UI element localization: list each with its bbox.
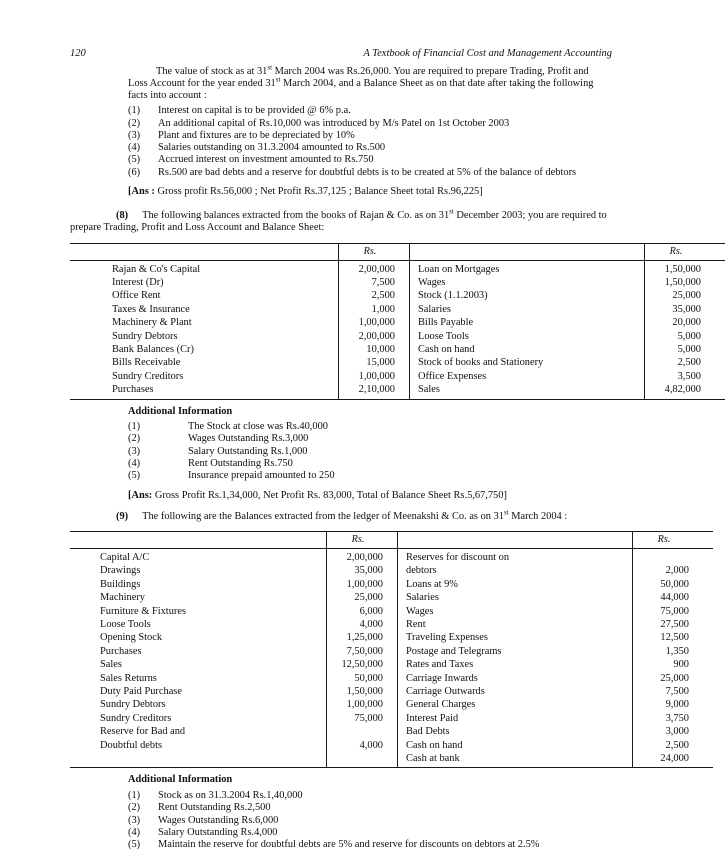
q9-additional-info (128, 774, 610, 851)
q8-table-body (70, 260, 725, 399)
q8-table-foot (70, 399, 725, 400)
rule-cell (327, 768, 398, 769)
cell-right-amount: 5,000 (645, 330, 725, 343)
list-item-text: Wages Outstanding Rs.3,000 (188, 433, 308, 444)
cell-right-amount: 1,50,000 (645, 260, 725, 276)
cell-right-name: Cash on hand (410, 343, 645, 356)
cell-left-name (70, 752, 327, 768)
ordinal-suffix-icon: st (504, 508, 509, 516)
list-item-text: Insurance prepaid amounted to 250 (188, 470, 335, 481)
list-item-text: Salary Outstanding Rs.4,000 (158, 827, 278, 838)
cell-right-name: Stock (1.1.2003) (410, 289, 645, 302)
table-row (70, 739, 713, 752)
cell-left-name: Sundry Creditors (70, 712, 327, 725)
cell-left-amount: 1,50,000 (327, 685, 398, 698)
book-title: A Textbook of Financial Cost and Management Accounting (363, 48, 612, 59)
cell-right-name: Office Expenses (410, 370, 645, 383)
table-row (70, 658, 713, 671)
cell-left-amount: 35,000 (327, 564, 398, 577)
cell-right-name: Postage and Telegrams (398, 645, 633, 658)
cell-left-amount: 12,50,000 (327, 658, 398, 671)
list-item-number: (1) (128, 105, 152, 117)
cell-left-amount: 75,000 (327, 712, 398, 725)
table-row (70, 276, 725, 289)
cell-right-name: Wages (398, 605, 633, 618)
list-item-number: (3) (128, 446, 178, 458)
cell-right-amount: 35,000 (645, 303, 725, 316)
q9-header-row (70, 531, 713, 548)
intro-paragraph (128, 66, 610, 102)
intro-item-list (128, 105, 610, 179)
answer-text: Gross Profit Rs.1,34,000, Net Profit Rs. 83,000, Total of Balance Sheet Rs.5,67,750] (152, 490, 507, 501)
rule-cell (70, 768, 327, 769)
list-item-text: Salary Outstanding Rs.1,000 (188, 446, 308, 457)
cell-right-amount: 2,500 (633, 739, 714, 752)
cell-left-name: Machinery (70, 591, 327, 604)
list-item-number: (3) (128, 815, 152, 827)
list-item (128, 130, 610, 142)
list-item-text: Rs.500 are bad debts and a reserve for doubtful debts is to be created at 5% of the balance of debtors (158, 167, 576, 178)
list-item-number: (5) (128, 470, 178, 482)
table-row (70, 605, 713, 618)
list-item (128, 458, 610, 470)
cell-left-amount: 4,000 (327, 739, 398, 752)
cell-right-amount: 50,000 (633, 578, 714, 591)
list-item (128, 470, 610, 482)
cell-right-amount: 9,000 (633, 698, 714, 711)
cell-right-amount: 12,500 (633, 631, 714, 644)
q8-number: (8) (116, 210, 128, 221)
cell-right-name: Traveling Expenses (398, 631, 633, 644)
cell-left-amount: 7,50,000 (327, 645, 398, 658)
cell-left-amount: 10,000 (339, 343, 410, 356)
q9-table-head (70, 531, 713, 548)
cell-left-amount: 1,00,000 (327, 698, 398, 711)
cell-right-name: Salaries (398, 591, 633, 604)
table-row (70, 564, 713, 577)
cell-left-amount: 2,00,000 (339, 260, 410, 276)
list-item-text: Accrued interest on investment amounted to Rs.750 (158, 154, 374, 165)
cell-right-name: Stock of books and Stationery (410, 356, 645, 369)
intro-part2: March 2004 was Rs.26,000. You are required to prepare Trading, Profit and Loss Account for the year ended 31 (128, 66, 589, 89)
page-content (70, 66, 610, 851)
cell-left-name: Taxes & Insurance (70, 303, 339, 316)
cell-left-amount: 25,000 (327, 591, 398, 604)
cell-right-amount: 1,50,000 (645, 276, 725, 289)
q8-table-bottom-rule (70, 399, 725, 400)
table-row (70, 752, 713, 768)
cell-left-amount: 4,000 (327, 618, 398, 631)
cell-right-name: Sales (410, 383, 645, 399)
cell-left-amount: 2,10,000 (339, 383, 410, 399)
q8-part1: The following balances extracted from the books of Rajan & Co. as on 31 (142, 210, 449, 221)
rule-cell (410, 399, 645, 400)
list-item (128, 142, 610, 154)
cell-left-name: Opening Stock (70, 631, 327, 644)
q9-part2: March 2004 : (509, 511, 568, 522)
q9-table-bottom-rule (70, 768, 713, 769)
table-row (70, 698, 713, 711)
cell-right-amount: 25,000 (645, 289, 725, 302)
q8-header-right-amount: Rs. (645, 243, 725, 260)
cell-right-amount: 75,000 (633, 605, 714, 618)
intro-section (128, 66, 610, 198)
cell-left-amount: 1,00,000 (339, 316, 410, 329)
list-item-number: (5) (128, 154, 152, 166)
cell-left-amount: 2,500 (339, 289, 410, 302)
list-item-text: An additional capital of Rs.10,000 was introduced by M/s Patel on 1st October 2003 (158, 118, 509, 129)
list-item-number: (2) (128, 433, 178, 445)
answer-label: [Ans: (128, 490, 152, 501)
cell-left-amount (327, 752, 398, 768)
cell-right-name: Bad Debts (398, 725, 633, 738)
cell-right-name: Salaries (410, 303, 645, 316)
cell-right-name: Loose Tools (410, 330, 645, 343)
table-row (70, 260, 725, 276)
cell-left-name: Bills Receivable (70, 356, 339, 369)
q9-header-right-amount: Rs. (633, 531, 714, 548)
list-item-text: Rent Outstanding Rs.750 (188, 458, 293, 469)
cell-left-amount: 2,00,000 (339, 330, 410, 343)
cell-left-name: Purchases (70, 645, 327, 658)
list-item-text: Stock as on 31.3.2004 Rs.1,40,000 (158, 790, 303, 801)
cell-left-name: Sales (70, 658, 327, 671)
q8-part2: December 2003; you are required to prepare Trading, Profit and Loss Account and Balance Sheet: (70, 210, 607, 233)
cell-right-amount: 27,500 (633, 618, 714, 631)
cell-right-amount: 3,750 (633, 712, 714, 725)
table-row (70, 343, 725, 356)
cell-left-name: Rajan & Co's Capital (70, 260, 339, 276)
table-row (70, 303, 725, 316)
cell-right-amount: 25,000 (633, 672, 714, 685)
cell-right-name: Cash on hand (398, 739, 633, 752)
table-row (70, 330, 725, 343)
cell-right-amount: 1,350 (633, 645, 714, 658)
cell-left-name: Bank Balances (Cr) (70, 343, 339, 356)
cell-left-name: Doubtful debts (70, 739, 327, 752)
q8-header-right-name (410, 243, 645, 260)
list-item-text: Plant and fixtures are to be depreciated by 10% (158, 130, 355, 141)
cell-left-amount: 7,500 (339, 276, 410, 289)
q8-additional-info (128, 406, 610, 502)
table-row (70, 383, 725, 399)
list-item (128, 815, 610, 827)
cell-left-amount: 1,00,000 (339, 370, 410, 383)
q9-paragraph (70, 511, 610, 523)
list-item-number: (1) (128, 790, 152, 802)
table-row (70, 618, 713, 631)
cell-left-amount: 2,00,000 (327, 548, 398, 564)
list-item-number: (2) (128, 118, 152, 130)
cell-left-name: Reserve for Bad and (70, 725, 327, 738)
ordinal-suffix-icon: st (267, 64, 272, 72)
list-item-text: Rent Outstanding Rs.2,500 (158, 802, 271, 813)
cell-right-amount (633, 548, 714, 564)
list-item-text: Wages Outstanding Rs.6,000 (158, 815, 278, 826)
cell-right-name: Interest Paid (398, 712, 633, 725)
cell-right-amount: 7,500 (633, 685, 714, 698)
list-item-text: The Stock at close was Rs.40,000 (188, 421, 328, 432)
intro-answer (128, 186, 610, 198)
list-item-number: (4) (128, 458, 178, 470)
list-item (128, 433, 610, 445)
cell-left-amount: 6,000 (327, 605, 398, 618)
q8-table-head (70, 243, 725, 260)
cell-left-name: Duty Paid Purchase (70, 685, 327, 698)
cell-left-name: Sundry Debtors (70, 330, 339, 343)
list-item-number: (4) (128, 827, 152, 839)
table-row (70, 712, 713, 725)
cell-right-name: Loans at 9% (398, 578, 633, 591)
cell-right-name: Reserves for discount on (398, 548, 633, 564)
list-item (128, 802, 610, 814)
q8-answer (128, 490, 610, 502)
cell-left-name: Office Rent (70, 289, 339, 302)
q9-header-right-name (398, 531, 633, 548)
list-item-number: (3) (128, 130, 152, 142)
list-item-number: (2) (128, 802, 152, 814)
list-item (128, 790, 610, 802)
cell-right-name: Cash at bank (398, 752, 633, 768)
q9-part1: The following are the Balances extracted from the ledger of Meenakshi & Co. as on 31 (142, 511, 504, 522)
cell-left-amount: 15,000 (339, 356, 410, 369)
ordinal-suffix-icon: st (276, 76, 281, 84)
q9-additional-list (128, 790, 610, 851)
q9-header-left-name (70, 531, 327, 548)
cell-right-name: Carriage Outwards (398, 685, 633, 698)
list-item (128, 839, 610, 851)
cell-left-amount (327, 725, 398, 738)
cell-left-name: Buildings (70, 578, 327, 591)
cell-right-amount: 5,000 (645, 343, 725, 356)
list-item-number: (5) (128, 839, 152, 851)
q8-header-left-amount: Rs. (339, 243, 410, 260)
question-8-section (70, 210, 610, 502)
list-item (128, 446, 610, 458)
cell-right-name: Rent (398, 618, 633, 631)
cell-left-amount: 1,00,000 (327, 578, 398, 591)
cell-left-name: Interest (Dr) (70, 276, 339, 289)
cell-left-amount: 1,25,000 (327, 631, 398, 644)
table-row (70, 289, 725, 302)
rule-cell (633, 768, 714, 769)
cell-right-name: Loan on Mortgages (410, 260, 645, 276)
rule-cell (398, 768, 633, 769)
cell-right-amount: 4,82,000 (645, 383, 725, 399)
table-row (70, 370, 725, 383)
cell-left-amount: 50,000 (327, 672, 398, 685)
q9-header-left-amount: Rs. (327, 531, 398, 548)
table-row (70, 672, 713, 685)
table-row (70, 578, 713, 591)
q9-balances-table (70, 531, 713, 769)
running-head (70, 48, 612, 64)
q9-table-foot (70, 768, 713, 769)
q8-balances-table (70, 243, 725, 400)
cell-left-name: Sundry Debtors (70, 698, 327, 711)
answer-text: Gross profit Rs.56,000 ; Net Profit Rs.37,125 ; Balance Sheet total Rs.96,225] (155, 186, 483, 197)
table-row (70, 685, 713, 698)
question-9-section (70, 511, 610, 851)
cell-left-name: Sundry Creditors (70, 370, 339, 383)
cell-right-name: Rates and Taxes (398, 658, 633, 671)
list-item (128, 421, 610, 433)
cell-right-name: debtors (398, 564, 633, 577)
list-item (128, 154, 610, 166)
q9-additional-title: Additional Information (128, 774, 610, 787)
cell-left-name: Purchases (70, 383, 339, 399)
list-item-text: Interest on capital is to be provided @ 6% p.a. (158, 105, 351, 116)
cell-right-name: General Charges (398, 698, 633, 711)
list-item-number: (6) (128, 167, 152, 179)
answer-label: [Ans : (128, 186, 155, 197)
cell-left-name: Machinery & Plant (70, 316, 339, 329)
table-row (70, 316, 725, 329)
page-number: 120 (70, 48, 86, 59)
cell-right-name: Wages (410, 276, 645, 289)
q9-number: (9) (116, 511, 128, 522)
cell-right-amount: 2,000 (633, 564, 714, 577)
q8-header-row (70, 243, 725, 260)
cell-left-name: Sales Returns (70, 672, 327, 685)
q8-additional-title: Additional Information (128, 406, 610, 419)
list-item-text: Maintain the reserve for doubtful debts are 5% and reserve for discounts on debtors at 2.5% (158, 839, 539, 850)
list-item (128, 105, 610, 117)
cell-right-amount: 24,000 (633, 752, 714, 768)
list-item (128, 118, 610, 130)
cell-right-amount: 20,000 (645, 316, 725, 329)
q9-table-body (70, 548, 713, 768)
table-row (70, 725, 713, 738)
table-row (70, 356, 725, 369)
list-item-number: (4) (128, 142, 152, 154)
cell-right-name: Carriage Inwards (398, 672, 633, 685)
intro-part3: March 2004, and a Balance Sheet as on that date after taking the following facts into account : (128, 78, 593, 101)
list-item (128, 167, 610, 179)
cell-right-amount: 44,000 (633, 591, 714, 604)
q8-additional-list (128, 421, 610, 482)
cell-right-amount: 900 (633, 658, 714, 671)
cell-left-name: Drawings (70, 564, 327, 577)
table-row (70, 631, 713, 644)
rule-cell (645, 399, 725, 400)
cell-left-amount: 1,000 (339, 303, 410, 316)
list-item (128, 827, 610, 839)
rule-cell (70, 399, 339, 400)
q8-paragraph (70, 210, 610, 234)
rule-cell (339, 399, 410, 400)
intro-part1: The value of stock as at 31 (156, 66, 267, 77)
cell-left-name: Loose Tools (70, 618, 327, 631)
cell-left-name: Furniture & Fixtures (70, 605, 327, 618)
cell-left-name: Capital A/C (70, 548, 327, 564)
cell-right-amount: 3,000 (633, 725, 714, 738)
table-row (70, 645, 713, 658)
list-item-number: (1) (128, 421, 178, 433)
cell-right-amount: 2,500 (645, 356, 725, 369)
q8-header-left-name (70, 243, 339, 260)
list-item-text: Salaries outstanding on 31.3.2004 amounted to Rs.500 (158, 142, 385, 153)
cell-right-name: Bills Payable (410, 316, 645, 329)
ordinal-suffix-icon: st (449, 208, 454, 216)
cell-right-amount: 3,500 (645, 370, 725, 383)
table-row (70, 591, 713, 604)
table-row (70, 548, 713, 564)
